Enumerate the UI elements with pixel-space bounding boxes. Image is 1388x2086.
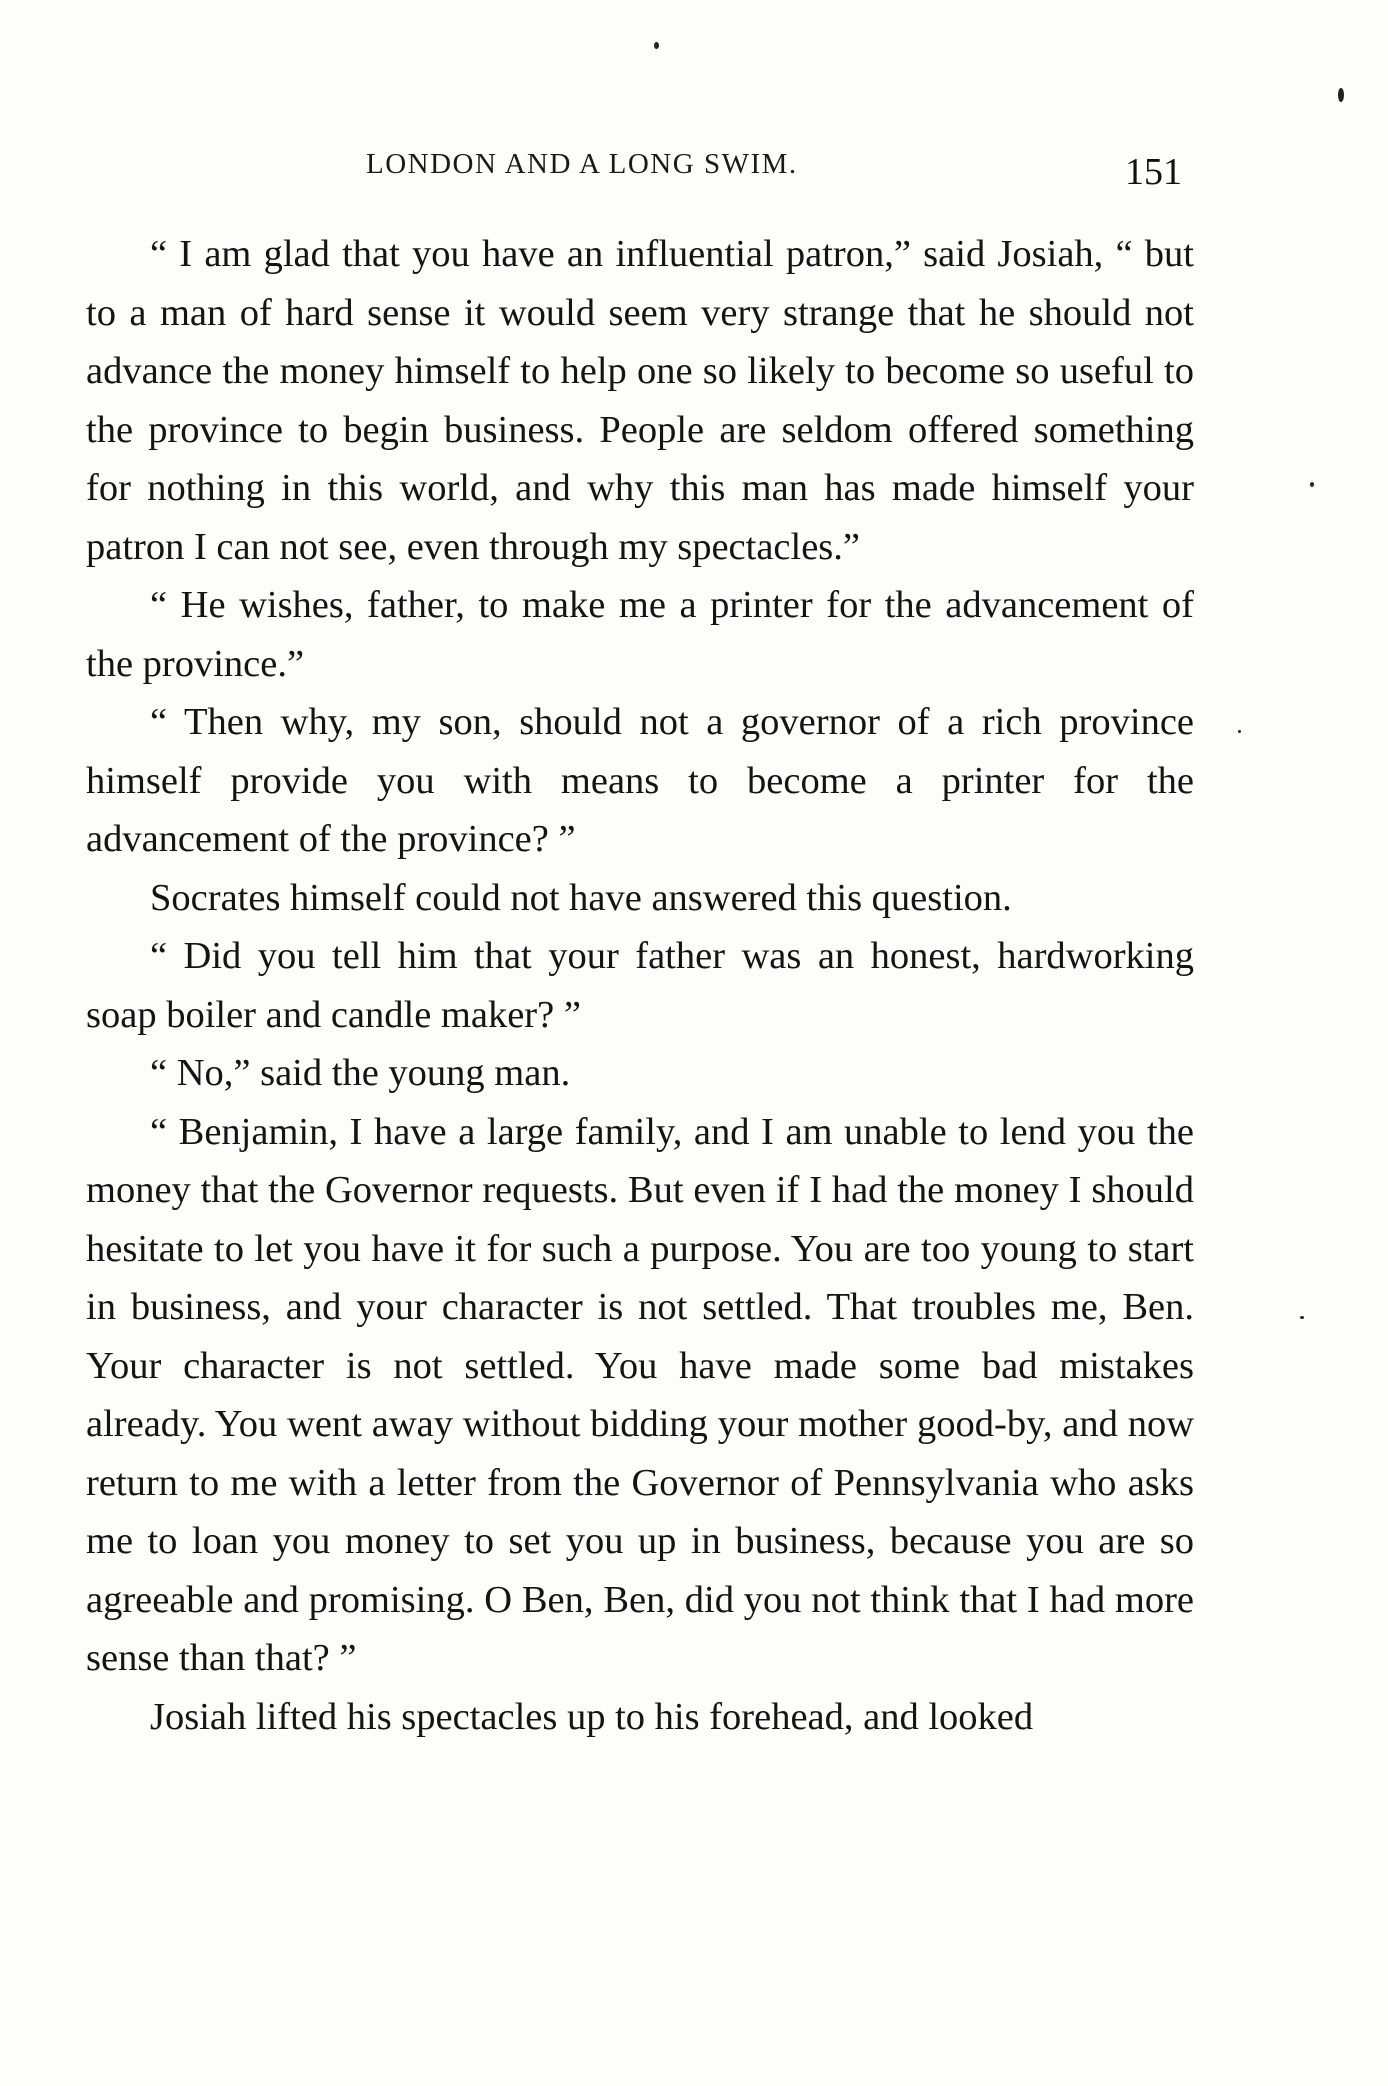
paragraph: “ Then why, my son, should not a governor of a rich province himself provide you with means to become a printer for the advancement of the province? ” bbox=[86, 701, 1194, 860]
ink-speck bbox=[1300, 1316, 1304, 1319]
paragraph: “ He wishes, father, to make me a printer for the advancement of the province.” bbox=[86, 584, 1194, 685]
paragraph: “ No,” said the young man. bbox=[150, 1052, 571, 1094]
body-text bbox=[86, 225, 1194, 1746]
running-title: LONDON AND A LONG SWIM. bbox=[366, 148, 798, 180]
ink-speck bbox=[1238, 730, 1241, 733]
ink-speck bbox=[654, 42, 659, 49]
page-number: 151 bbox=[1125, 151, 1182, 193]
ink-speck bbox=[1338, 88, 1344, 102]
paragraph: “ Benjamin, I have a large family, and I am unable to lend you the money that the Governor requests. But even if I had the money I should hesitate to let you have it for such a purpose. You are too young to start in business, and your character is not settled. That troubles me, Ben. Your character is not settled. You have made some bad mistakes already. You went away without bidding your mother good-by, and now return to me with a letter from the Governor of Pennsylvania who asks me to loan you money to set you up in business, because you are so agreeable and promising. O Ben, Ben, did you not think that I had more sense than that? ” bbox=[86, 1110, 1194, 1679]
paragraph: Socrates himself could not have answered this question. bbox=[150, 876, 1012, 919]
paragraph: “ I am glad that you have an influential patron,” said Josiah, “ but to a man of hard sense it would seem very strange that he should not advance the money himself to help one so likely to become so useful to the province to begin business. People are seldom offered something for nothing in this world, and why this man has made himself your patron I can not see, even through my spectacles.” bbox=[86, 233, 1194, 568]
paragraph: “ Did you tell him that your father was an honest, hardworking soap boiler and candle maker? ” bbox=[86, 935, 1194, 1036]
paragraph: Josiah lifted his spectacles up to his forehead, and looked bbox=[150, 1695, 1034, 1738]
ink-speck bbox=[1310, 482, 1314, 487]
